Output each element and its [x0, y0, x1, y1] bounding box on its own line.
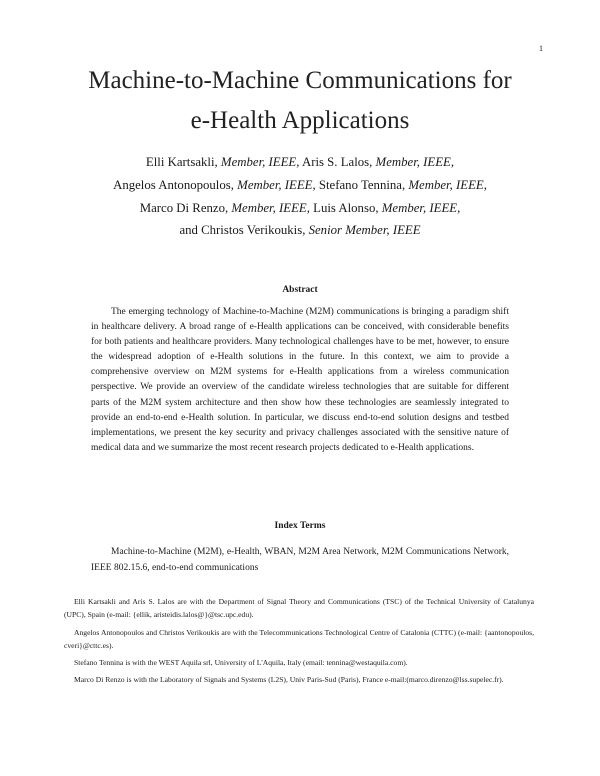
author-name: Elli Kartsakli,: [145, 155, 221, 169]
footnote: Angelos Antonopoulos and Christos Verikoukis are with the Telecommunications Technological Centre of Catalonia (CTTC) (e-mail: {aantonopoulos, cveri}@cttc.es).: [64, 627, 534, 650]
footnote: Elli Kartsakli and Aris S. Lalos are with the Department of Signal Theory and Communications (TSC) of the Technical University of Catalunya (UPC), Spain (e-mail: {ellik, aristeidis.lalos@}@tsc.upc.edu).: [64, 597, 534, 620]
author-name: Luis Alonso,: [309, 200, 382, 215]
author-role: Senior Member, IEEE: [308, 223, 421, 238]
paper-title-line-2: e-Health Applications: [190, 107, 410, 134]
affiliation-footnotes: [64, 595, 534, 691]
author-role: Member, IEEE,: [408, 177, 487, 192]
author-line: [40, 197, 560, 220]
author-name: Stefano Tennina,: [315, 177, 409, 192]
abstract-text: The emerging technology of Machine-to-Machine (M2M) communications is bringing a paradigm shift in healthcare delivery. A broad range of e-Health applications can be conceived, with considerable benefits for both patients and healthcare providers. Many technological challenges have to be met, however, to ensure the widespread adoption of e-Health solutions in the future. In this context, we aim to provide a comprehensive overview on M2M systems for e-Health applications from a wireless communication perspective. We provide an overview of the candidate wireless technologies that are suitable for different parts of the M2M system architecture and then show how these technologies are seamlessly integrated to provide an end-to-end e-Health solution. In particular, we discuss end-to-end solution designs and testbed implementations, we present the key security and privacy challenges associated with the sensitive nature of medical data and we summarize the most recent research projects dedicated to e-Health applications.: [91, 307, 509, 453]
author-name: and Christos Verikoukis,: [179, 223, 309, 238]
index-terms-text: Machine-to-Machine (M2M), e-Health, WBAN, M2M Area Network, M2M Communications Network, IEEE 802.15.6, end-to-end communications: [91, 547, 509, 574]
index-terms-heading: Index Terms: [274, 521, 326, 531]
author-role: Member, IEEE,: [220, 155, 300, 169]
author-role: Member, IEEE,: [231, 200, 310, 215]
author-name: Angelos Antonopoulos,: [113, 177, 238, 192]
author-line: [40, 151, 560, 174]
author-role: Member, IEEE,: [375, 155, 455, 169]
page-number: 1: [539, 44, 543, 53]
author-list: [40, 151, 560, 242]
footnote: Stefano Tennina is with the WEST Aquila srl, University of L'Aquila, Italy (email: tennina@westaquila.com).: [74, 658, 408, 668]
author-role: Member, IEEE,: [381, 200, 461, 215]
author-line: [40, 219, 560, 242]
abstract-heading: Abstract: [282, 285, 318, 295]
author-name: Aris S. Lalos,: [299, 155, 376, 169]
author-line: [40, 174, 560, 197]
footnote: Marco Di Renzo is with the Laboratory of Signals and Systems (L2S), Univ Paris-Sud (Paris), France e-mail:(marco.direnzo@lss.supelec.fr).: [74, 675, 504, 685]
author-role: Member, IEEE,: [237, 177, 316, 192]
author-name: Marco Di Renzo,: [139, 200, 232, 215]
paper-title-line-1: Machine-to-Machine Communications for: [88, 67, 512, 94]
